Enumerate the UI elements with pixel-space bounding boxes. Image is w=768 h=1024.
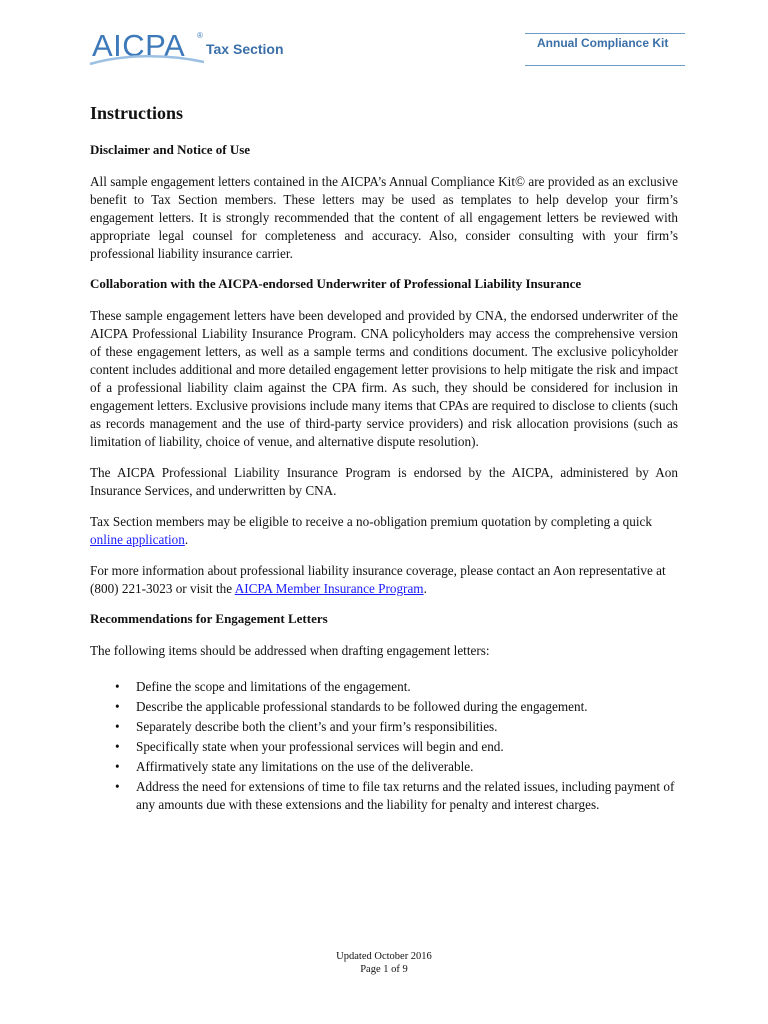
recommendations-list xyxy=(90,678,678,814)
aicpa-logo xyxy=(88,28,288,72)
page-footer xyxy=(0,950,768,976)
disclaimer-heading: Disclaimer and Notice of Use xyxy=(90,142,251,157)
logo-section-name: Tax Section xyxy=(206,41,284,57)
list-item xyxy=(90,718,678,736)
collaboration-heading: Collaboration with the AICPA-endorsed Underwriter of Professional Liability Insurance xyxy=(90,276,582,291)
bullet-icon: • xyxy=(115,719,120,734)
online-application-link[interactable]: online application xyxy=(90,532,185,547)
kit-title-box xyxy=(525,33,685,66)
list-item-text: Address the need for extensions of time to file tax returns and the related issues, including payment of any amounts due with these extensions and the liability for penalty and interest charges. xyxy=(136,779,675,812)
logo-wordmark: AICPA xyxy=(92,28,186,63)
list-item xyxy=(90,698,678,716)
recommendations-intro: The following items should be addressed when drafting engagement letters: xyxy=(90,643,490,658)
list-item-text: Affirmatively state any limitations on the use of the deliverable. xyxy=(136,759,474,774)
p3-end: . xyxy=(184,532,189,547)
recommendations-heading: Recommendations for Engagement Letters xyxy=(90,611,328,626)
list-item-text: Define the scope and limitations of the engagement. xyxy=(136,679,411,694)
list-item xyxy=(90,678,678,696)
list-item-text: Describe the applicable professional standards to be followed during the engagement. xyxy=(136,699,588,714)
page-title: Instructions xyxy=(90,103,184,123)
list-item-text: Specifically state when your professional services will begin and end. xyxy=(136,739,504,754)
collaboration-paragraph-2: The AICPA Professional Liability Insurance Program is endorsed by the AICPA, administered by Aon Insurance Services, and underwritten by CNA. xyxy=(90,465,678,498)
document-body xyxy=(90,103,678,816)
list-item-text: Separately describe both the client’s and your firm’s responsibilities. xyxy=(136,719,498,734)
p3-text: Tax Section members may be eligible to receive a no-obligation premium quotation by completing a quick xyxy=(90,514,652,529)
disclaimer-body: All sample engagement letters contained in the AICPA’s Annual Compliance Kit© are provided as an exclusive benefit to Tax Section members. These letters may be used as templates to help develop your firm’s engagement letters. It is strongly recommended that the content of all engagement letters be reviewed with appropriate legal counsel for completeness and accuracy. Also, consider consulting with your firm’s professional liability insurance carrier. xyxy=(90,174,678,261)
logo-registered-mark: ® xyxy=(197,31,203,40)
list-item xyxy=(90,738,678,756)
p4-text: For more information about professional liability insurance coverage, please contact an Aon representative at (800) 221-3023 or visit the xyxy=(90,563,666,596)
collaboration-paragraph-4 xyxy=(90,562,678,598)
bullet-icon: • xyxy=(115,759,120,774)
bullet-icon: • xyxy=(115,739,120,754)
list-item xyxy=(90,758,678,776)
updated-date: Updated October 2016 xyxy=(336,951,432,962)
list-item xyxy=(90,778,678,814)
collaboration-paragraph-3 xyxy=(90,513,678,549)
page-number: Page 1 of 9 xyxy=(360,964,408,975)
collaboration-paragraph-1: These sample engagement letters have been developed and provided by CNA, the endorsed underwriter of the AICPA Professional Liability Insurance Program. CNA policyholders may access the comprehensive version of these engagement letters, as well as a sample terms and conditions document. The exclusive policyholder content includes additional and more detailed engagement letter provisions to help mitigate the risk and impact of a professional liability claim against the CPA firm. As such, they should be considered for inclusion in engagement letters. Exclusive provisions include many items that CPAs are required to disclose to clients (such as records management and the use of third-party service providers) and risk allocation provisions (such as limitation of liability, choice of venue, and alternative dispute resolution). xyxy=(90,308,678,449)
p4-end: . xyxy=(423,581,427,596)
member-insurance-program-link[interactable]: AICPA Member Insurance Program xyxy=(234,581,424,596)
kit-title: Annual Compliance Kit xyxy=(537,36,669,50)
bullet-icon: • xyxy=(115,779,120,794)
bullet-icon: • xyxy=(115,699,120,714)
logo-swoosh-icon xyxy=(88,52,208,68)
bullet-icon: • xyxy=(115,679,120,694)
